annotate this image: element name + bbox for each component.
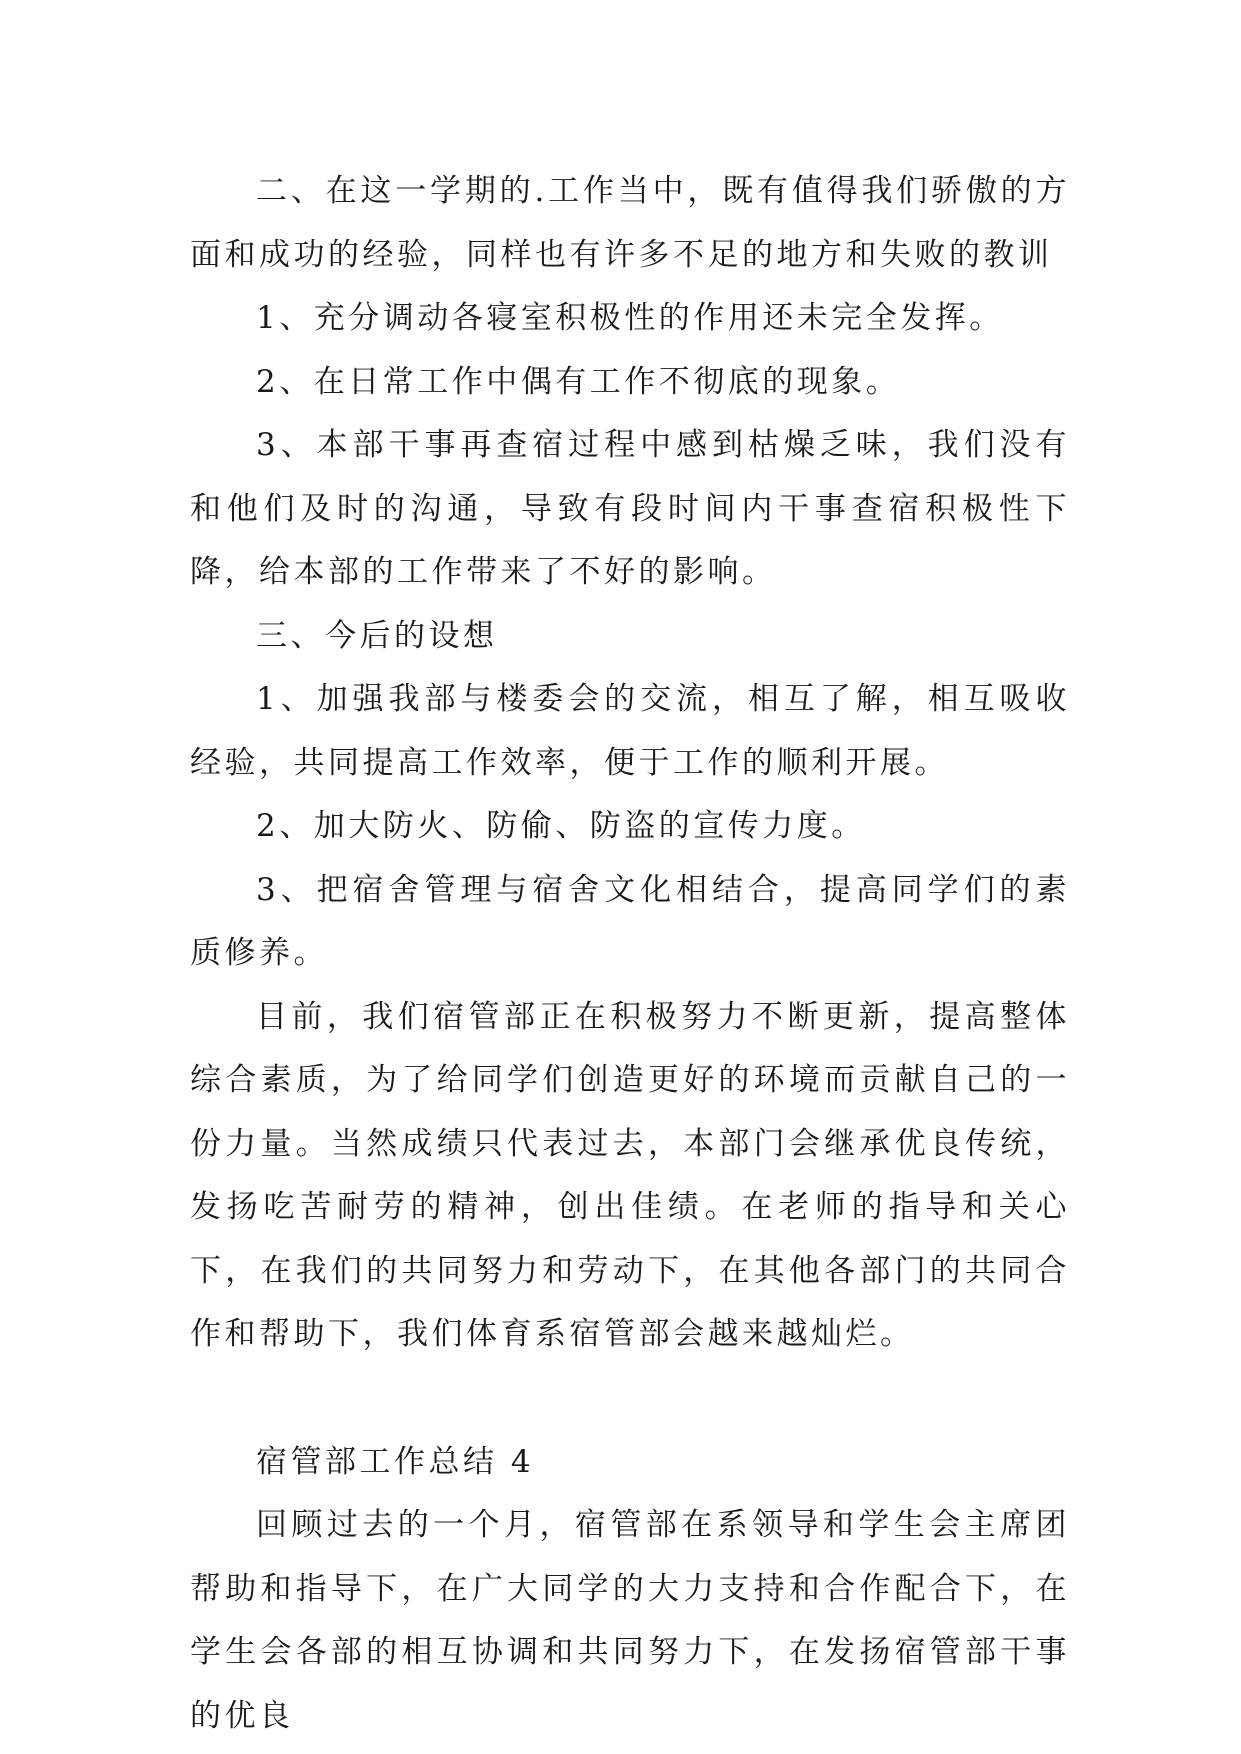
heading-future-plans: 三、今后的设想 (256, 617, 498, 654)
document-body (190, 160, 1070, 1748)
paragraph-plan-3: 3、把宿舍管理与宿舍文化相结合，提高同学们的素质修养。 (190, 871, 1070, 971)
paragraph-review-intro: 回顾过去的一个月，宿管部在系领导和学生会主席团帮助和指导下，在广大同学的大力支持和合作配合下，在学生会各部的相互协调和共同努力下，在发扬宿管部干事的优良 (190, 1507, 1070, 1734)
paragraph-plan-1: 1、加强我部与楼委会的交流，相互了解，相互吸收经验，共同提高工作效率，便于工作的顺利开展。 (190, 681, 1070, 781)
paragraph-plan-2: 2、加大防火、防偷、防盗的宣传力度。 (256, 808, 866, 844)
section-heading: 宿管部工作总结 4 (256, 1443, 535, 1480)
paragraph-shortcoming-1: 1、充分调动各寝室积极性的作用还未完全发挥。 (256, 300, 1004, 336)
paragraph-shortcoming-2: 2、在日常工作中偶有工作不彻底的现象。 (256, 363, 901, 400)
section-spacer (190, 1367, 1070, 1431)
paragraph-shortcoming-3: 3、本部干事再查宿过程中感到枯燥乏味，我们没有和他们及时的沟通，导致有段时间内干事查宿积极性下降，给本部的工作带来了不好的影响。 (190, 427, 1070, 590)
paragraph-conclusion: 目前，我们宿管部正在积极努力不断更新，提高整体综合素质，为了给同学们创造更好的环境而贡献自己的一份力量。当然成绩只代表过去，本部门会继承优良传统，发扬吃苦耐劳的精神，创出佳绩。在老师的指导和关心下，在我们的共同努力和劳动下，在其他各部门的共同合作和帮助下，我们体育系宿管部会越来越灿烂。 (190, 998, 1070, 1352)
paragraph-shortcomings-intro: 二、在这一学期的.工作当中，既有值得我们骄傲的方面和成功的经验，同样也有许多不足的地方和失败的教训 (190, 173, 1070, 273)
